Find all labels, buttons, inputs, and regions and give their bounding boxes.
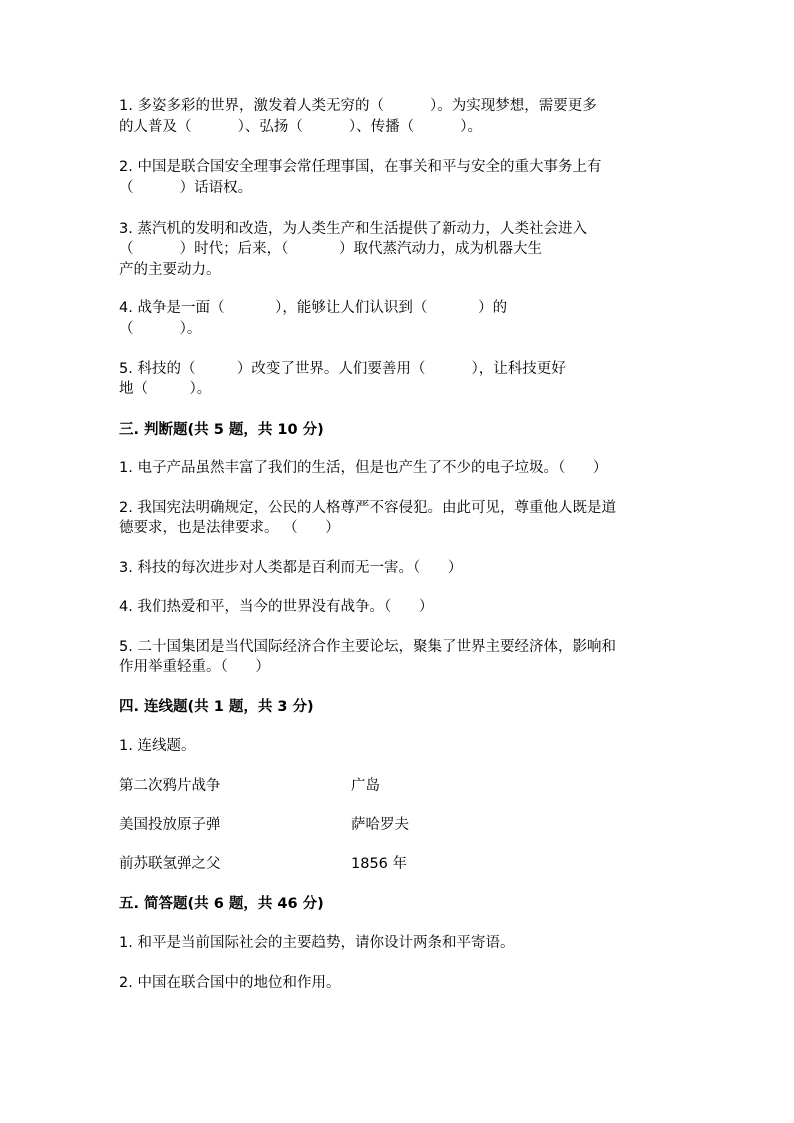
judge-q1-line1: 1. 电子产品虽然丰富了我们的生活，但是也产生了不少的电子垃圾。（ ） — [119, 460, 608, 476]
match-left-3: 前苏联氢弹之父 — [119, 856, 221, 872]
match-right-1: 广岛 — [351, 778, 380, 794]
fill-q3-line3: 产的主要动力。 — [119, 262, 221, 278]
judge-q5-line1: 5. 二十国集团是当代国际经济合作主要论坛，聚集了世界主要经济体，影响和 — [119, 639, 616, 655]
fill-q4-line2: （ ）。 — [119, 321, 202, 337]
fill-q2-line2: （ ）话语权。 — [119, 180, 253, 196]
fill-q1-line2: 的人普及（ ）、弘扬（ ）、传播（ ）。 — [119, 119, 483, 135]
judge-q5-line2: 作用举重轻重。（ ） — [119, 659, 270, 675]
match-right-2: 萨哈罗夫 — [351, 817, 409, 833]
judge-q2-line1: 2. 我国宪法明确规定，公民的人格尊严不容侵犯。由此可见，尊重他人既是道 — [119, 500, 616, 516]
section4-heading: 四. 连线题(共 1 题，共 3 分) — [119, 699, 314, 715]
judge-q4-line1: 4. 我们热爱和平，当今的世界没有战争。（ ） — [119, 599, 434, 615]
fill-q3-line2: （ ）时代；后来，（ ）取代蒸汽动力，成为机器大生 — [119, 241, 543, 257]
fill-q4-line1: 4. 战争是一面（ ），能够让人们认识到（ ）的 — [119, 300, 508, 316]
fill-q5-line2: 地（ ）。 — [119, 381, 212, 397]
short-q2: 2. 中国在联合国中的地位和作用。 — [119, 975, 341, 991]
match-left-2: 美国投放原子弹 — [119, 817, 221, 833]
fill-q3-line1: 3. 蒸汽机的发明和改造，为人类生产和生活提供了新动力，人类社会进入 — [119, 221, 587, 237]
judge-q3-line1: 3. 科技的每次进步对人类都是百利而无一害。（ ） — [119, 560, 463, 576]
short-q1: 1. 和平是当前国际社会的主要趋势，请你设计两条和平寄语。 — [119, 935, 515, 951]
match-question: 1. 连线题。 — [119, 738, 196, 754]
judge-q2-line2: 德要求，也是法律要求。 （ ） — [119, 520, 340, 536]
fill-q2-line1: 2. 中国是联合国安全理事会常任理事国，在事关和平与安全的重大事务上有 — [119, 159, 602, 175]
section3-heading: 三. 判断题(共 5 题，共 10 分) — [119, 422, 324, 438]
fill-q5-line1: 5. 科技的（ ）改变了世界。人们要善用（ ），让科技更好 — [119, 361, 566, 377]
fill-q1-line1: 1. 多姿多彩的世界，激发着人类无穷的（ ）。为实现梦想，需要更多 — [119, 98, 597, 114]
match-right-3: 1856 年 — [351, 856, 408, 872]
section5-heading: 五. 简答题(共 6 题，共 46 分) — [119, 896, 324, 912]
match-left-1: 第二次鸦片战争 — [119, 778, 221, 794]
